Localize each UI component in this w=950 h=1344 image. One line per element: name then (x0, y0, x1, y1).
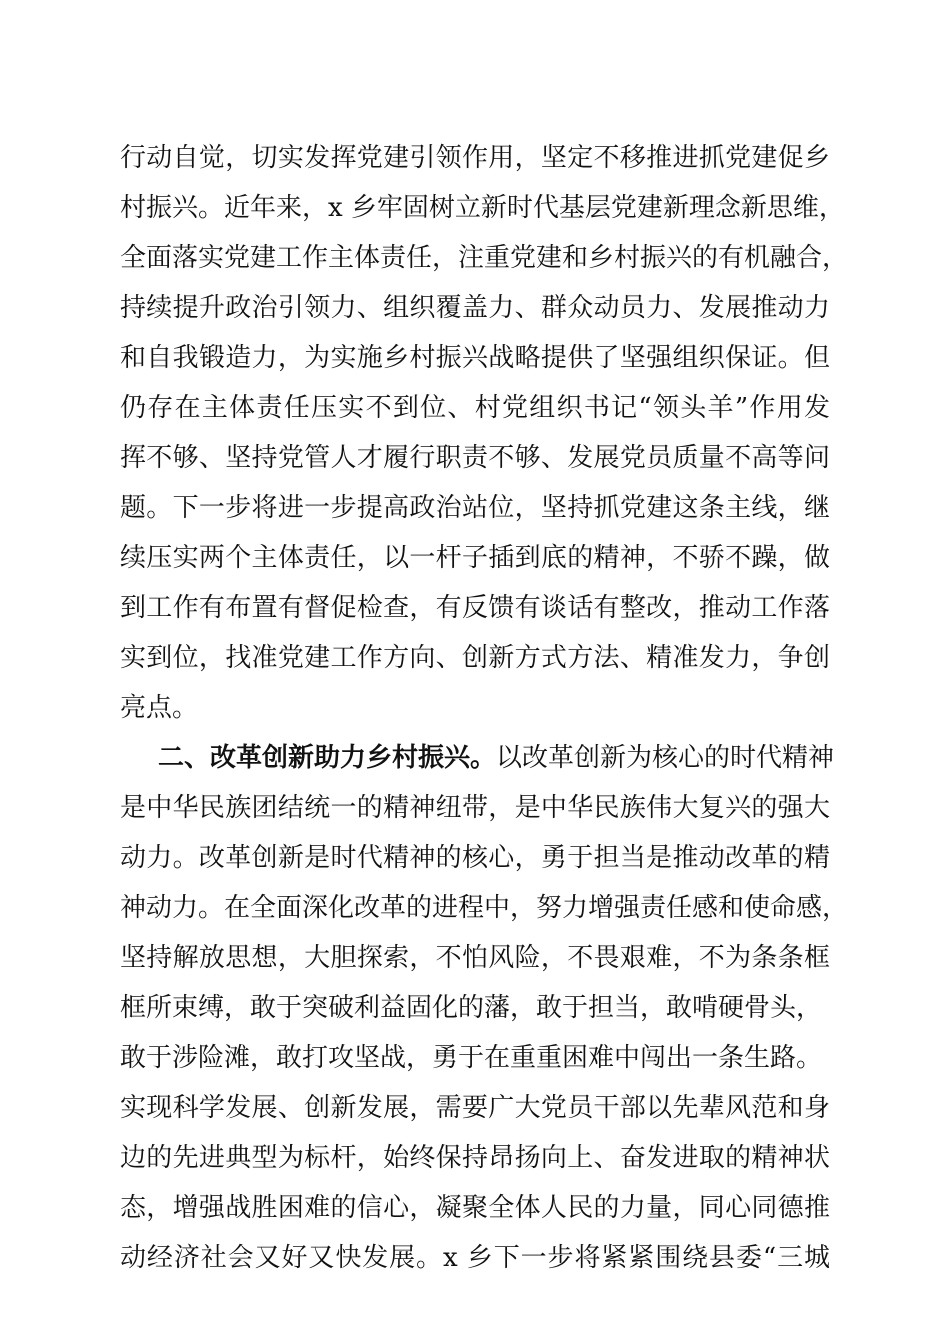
paragraph-line: 边的先进典型为标杆，始终保持昂扬向上、奋发进取的精神状 (120, 1143, 830, 1173)
paragraph-line: 实现科学发展、创新发展，需要广大党员干部以先辈风范和身 (120, 1093, 830, 1123)
paragraph-line: 实到位，找准党建工作方向、创新方式方法、精准发力，争创 (120, 643, 830, 673)
paragraph-line: 框所束缚，敢于突破利益固化的藩，敢于担当，敢啃硬骨头， (120, 993, 823, 1023)
paragraph-line: 持续提升政治引领力、组织覆盖力、群众动员力、发展推动力 (120, 293, 830, 323)
paragraph-line: 敢于涉险滩，敢打攻坚战，勇于在重重困难中闯出一条生路。 (120, 1043, 823, 1073)
paragraph-line: 仍存在主体责任压实不到位、村党组织书记“领头羊”作用发 (120, 393, 830, 423)
paragraph-line: 动力。改革创新是时代精神的核心，勇于担当是推动改革的精 (120, 843, 830, 873)
paragraph-first-line (158, 737, 835, 779)
paragraph-line: 村振兴。近年来，x 乡牢固树立新时代基层党建新理念新思维， (120, 193, 845, 223)
paragraph-line: 全面落实党建工作主体责任，注重党建和乡村振兴的有机融合， (120, 243, 849, 273)
paragraph-line: 续压实两个主体责任，以一杆子插到底的精神，不骄不躁，做 (120, 543, 830, 573)
paragraph-line: 行动自觉，切实发挥党建引领作用，坚定不移推进抓党建促乡 (120, 143, 830, 173)
paragraph-line: 神动力。在全面深化改革的进程中，努力增强责任感和使命感， (120, 893, 849, 923)
paragraph-line-rest: 以改革创新为核心的时代精神 (496, 743, 835, 773)
paragraph-line: 到工作有布置有督促检查，有反馈有谈话有整改，推动工作落 (120, 593, 830, 623)
paragraph-line: 亮点。 (120, 693, 199, 723)
section-heading: 二、改革创新助力乡村振兴。 (158, 743, 497, 773)
paragraph-line: 动经济社会又好又快发展。x 乡下一步将紧紧围绕县委“三城 (120, 1243, 830, 1273)
paragraph-line: 挥不够、坚持党管人才履行职责不够、发展党员质量不高等问 (120, 443, 830, 473)
paragraph-line: 和自我锻造力，为实施乡村振兴战略提供了坚强组织保证。但 (120, 343, 830, 373)
paragraph-line: 态，增强战胜困难的信心，凝聚全体人民的力量，同心同德推 (120, 1193, 830, 1223)
paragraph-line: 坚持解放思想，大胆探索，不怕风险，不畏艰难，不为条条框 (120, 943, 830, 973)
paragraph-line: 题。下一步将进一步提高政治站位，坚持抓党建这条主线，继 (120, 493, 830, 523)
paragraph-line: 是中华民族团结统一的精神纽带，是中华民族伟大复兴的强大 (120, 793, 830, 823)
